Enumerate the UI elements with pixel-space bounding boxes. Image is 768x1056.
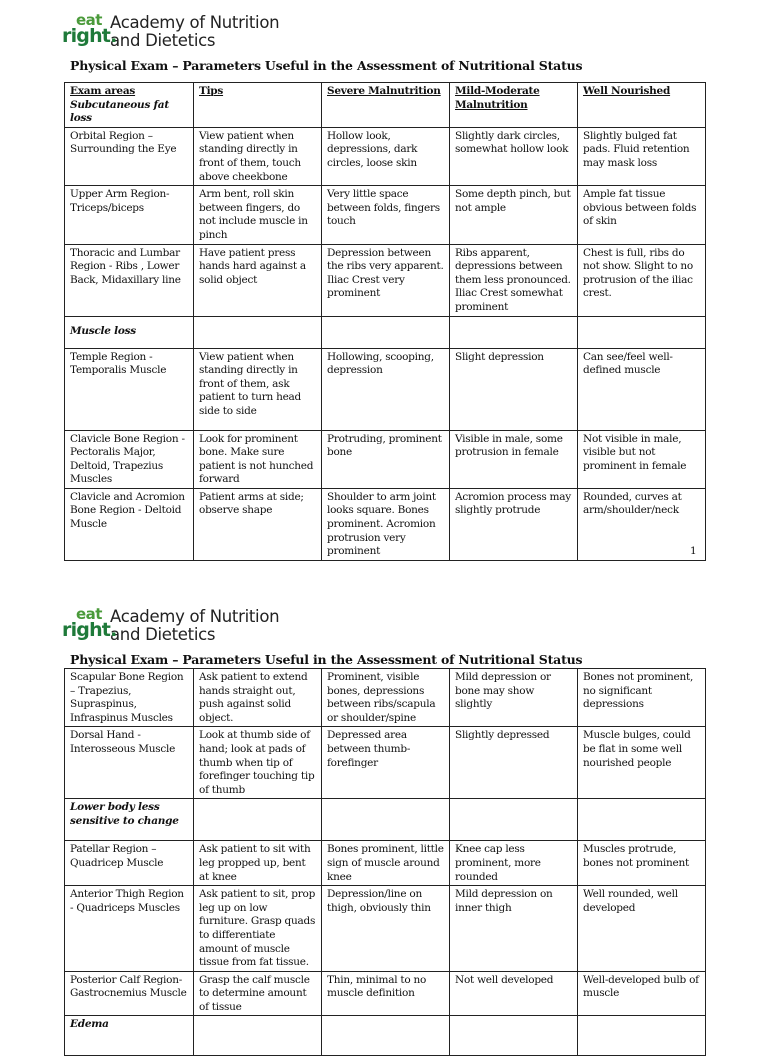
cell-tips: Look at thumb side of hand; look at pads of thumb when tip of forefinger touching tip of thumb xyxy=(194,727,322,799)
cell-tips: View patient when standing directly in front of them, ask patient to turn head side to side xyxy=(194,348,322,430)
header-tips: Tips xyxy=(194,83,322,128)
cell-well-nourished: Rounded, curves at arm/shoulder/neck xyxy=(578,488,706,560)
table-row xyxy=(65,244,706,316)
page-title: Physical Exam – Parameters Useful in the Assessment of Nutritional Status xyxy=(70,652,583,667)
cell-well-nourished: Muscle bulges, could be flat in some well nourished people xyxy=(578,727,706,799)
cell-mild-moderate: Mild depression on inner thigh xyxy=(450,886,578,972)
table-row xyxy=(65,488,706,560)
logo-org-line1: Academy of Nutrition xyxy=(110,607,280,626)
section-row-lower-body xyxy=(65,799,706,841)
cell-exam-area: Scapular Bone Region – Trapezius, Supraspinus, Infraspinus Muscles xyxy=(65,669,194,727)
cell-mild-moderate: Not well developed xyxy=(450,971,578,1016)
cell-exam-area: Posterior Calf Region- Gastrocnemius Muscle xyxy=(65,971,194,1016)
logo-org-name xyxy=(110,608,279,644)
header-severe: Severe Malnutrition xyxy=(322,83,450,128)
cell-mild-moderate: Some depth pinch, but not ample xyxy=(450,186,578,244)
table-row xyxy=(65,886,706,972)
cell-tips: Patient arms at side; observe shape xyxy=(194,488,322,560)
cell-severe: Prominent, visible bones, depressions between ribs/scapula or shoulder/spine xyxy=(322,669,450,727)
cell-well-nourished: Well rounded, well developed xyxy=(578,886,706,972)
cell-tips: Have patient press hands hard against a solid object xyxy=(194,244,322,316)
section-label-muscle-loss: Muscle loss xyxy=(70,324,136,337)
header-exam-areas: Exam areas xyxy=(70,85,136,97)
cell-exam-area: Upper Arm Region- Triceps/biceps xyxy=(65,186,194,244)
cell-mild-moderate: Mild depression or bone may show slightly xyxy=(450,669,578,727)
cell-mild-moderate: Acromion process may slightly protrude xyxy=(450,488,578,560)
table-header-row xyxy=(65,83,706,128)
cell-severe xyxy=(322,1016,450,1056)
cell-severe: Protruding, prominent bone xyxy=(322,430,450,488)
table-row xyxy=(65,971,706,1016)
cell-severe: Depression/line on thigh, obviously thin xyxy=(322,886,450,972)
assessment-table-page-2 xyxy=(64,668,706,1056)
section-subcutaneous-fat-loss: Subcutaneous fat loss xyxy=(70,98,169,125)
table-row xyxy=(65,127,706,185)
cell-well-nourished: Ample fat tissue obvious between folds of skin xyxy=(578,186,706,244)
cell-mild-moderate: Knee cap less prominent, more rounded xyxy=(450,841,578,886)
section-label-lower-body: Lower body less sensitive to change xyxy=(70,801,179,827)
cell-tips xyxy=(194,799,322,841)
cell-mild-moderate: Visible in male, some protrusion in female xyxy=(450,430,578,488)
assessment-table-page-1 xyxy=(64,82,706,561)
cell-well-nourished xyxy=(578,799,706,841)
cell-severe xyxy=(322,799,450,841)
table-row xyxy=(65,348,706,430)
table-row xyxy=(65,186,706,244)
logo-right-text: right. xyxy=(62,25,117,47)
logo-org-line2: and Dietetics xyxy=(110,625,216,644)
cell-exam-area: Dorsal Hand - Interosseous Muscle xyxy=(65,727,194,799)
cell-mild-moderate xyxy=(450,316,578,348)
table-row xyxy=(65,841,706,886)
cell-severe: Bones prominent, little sign of muscle around knee xyxy=(322,841,450,886)
cell-mild-moderate: Slightly dark circles, somewhat hollow look xyxy=(450,127,578,185)
table-row xyxy=(65,727,706,799)
cell-tips: Arm bent, roll skin between fingers, do not include muscle in pinch xyxy=(194,186,322,244)
cell-severe: Hollow look, depressions, dark circles, loose skin xyxy=(322,127,450,185)
cell-tips: Ask patient to extend hands straight out, push against solid object. xyxy=(194,669,322,727)
cell-exam-area: Clavicle Bone Region - Pectoralis Major, Deltoid, Trapezius Muscles xyxy=(65,430,194,488)
cell-tips: Look for prominent bone. Make sure patient is not hunched forward xyxy=(194,430,322,488)
cell-severe: Very little space between folds, fingers touch xyxy=(322,186,450,244)
cell-tips xyxy=(194,316,322,348)
cell-well-nourished: Slightly bulged fat pads. Fluid retention may mask loss xyxy=(578,127,706,185)
cell-well-nourished: Can see/feel well-defined muscle xyxy=(578,348,706,430)
cell-well-nourished xyxy=(578,1016,706,1056)
cell-severe: Thin, minimal to no muscle definition xyxy=(322,971,450,1016)
cell-exam-area: Thoracic and Lumbar Region - Ribs , Lower Back, Midaxillary line xyxy=(65,244,194,316)
document-page-2 xyxy=(0,595,768,1031)
cell-mild-moderate: Slightly depressed xyxy=(450,727,578,799)
cell-tips: Ask patient to sit, prop leg up on low furniture. Grasp quads to differentiate amount of muscle tissue from fat tissue. xyxy=(194,886,322,972)
cell-tips xyxy=(194,1016,322,1056)
section-row-muscle-loss xyxy=(65,316,706,348)
logo-eat-text: eat xyxy=(76,605,102,623)
table-row xyxy=(65,430,706,488)
cell-severe xyxy=(322,316,450,348)
cell-well-nourished xyxy=(578,316,706,348)
logo-eat-text: eat xyxy=(76,11,102,29)
section-row-edema xyxy=(65,1016,706,1056)
cell-exam-area: Anterior Thigh Region - Quadriceps Muscles xyxy=(65,886,194,972)
section-label-edema: Edema xyxy=(70,1018,109,1031)
logo-org-line2: and Dietetics xyxy=(110,31,216,50)
page-number: 1 xyxy=(690,545,697,557)
cell-well-nourished: Chest is full, ribs do not show. Slight to no protrusion of the iliac crest. xyxy=(578,244,706,316)
header-cell-exam-areas xyxy=(65,83,194,128)
cell-exam-area: Orbital Region – Surrounding the Eye xyxy=(65,127,194,185)
header-mild-moderate: Mild-Moderate Malnutrition xyxy=(450,83,578,128)
academy-logo xyxy=(62,11,280,50)
logo-org-name xyxy=(110,14,279,50)
eat-right-logo-mark xyxy=(62,605,117,643)
academy-logo xyxy=(62,605,280,644)
cell-severe: Shoulder to arm joint looks square. Bones prominent. Acromion protrusion very prominent xyxy=(322,488,450,560)
cell-well-nourished: Not visible in male, visible but not prominent in female xyxy=(578,430,706,488)
cell-mild-moderate: Ribs apparent, depressions between them less pronounced. Iliac Crest somewhat prominent xyxy=(450,244,578,316)
page-title: Physical Exam – Parameters Useful in the Assessment of Nutritional Status xyxy=(70,58,583,73)
cell-tips: Ask patient to sit with leg propped up, bent at knee xyxy=(194,841,322,886)
cell-well-nourished: Well-developed bulb of muscle xyxy=(578,971,706,1016)
cell-tips: Grasp the calf muscle to determine amount of tissue xyxy=(194,971,322,1016)
cell-severe: Hollowing, scooping, depression xyxy=(322,348,450,430)
cell-well-nourished: Bones not prominent, no significant depressions xyxy=(578,669,706,727)
cell-mild-moderate xyxy=(450,1016,578,1056)
cell-severe: Depressed area between thumb-forefinger xyxy=(322,727,450,799)
cell-well-nourished: Muscles protrude, bones not prominent xyxy=(578,841,706,886)
cell-mild-moderate xyxy=(450,799,578,841)
logo-org-line1: Academy of Nutrition xyxy=(110,13,280,32)
cell-exam-area: Patellar Region – Quadricep Muscle xyxy=(65,841,194,886)
cell-exam-area: Clavicle and Acromion Bone Region - Deltoid Muscle xyxy=(65,488,194,560)
logo-right-text: right. xyxy=(62,619,117,641)
cell-tips: View patient when standing directly in front of them, touch above cheekbone xyxy=(194,127,322,185)
cell-exam-area: Temple Region - Temporalis Muscle xyxy=(65,348,194,430)
table-row xyxy=(65,669,706,727)
eat-right-logo-mark xyxy=(62,11,117,49)
cell-mild-moderate: Slight depression xyxy=(450,348,578,430)
cell-severe: Depression between the ribs very apparent. Iliac Crest very prominent xyxy=(322,244,450,316)
header-well-nourished: Well Nourished xyxy=(578,83,706,128)
